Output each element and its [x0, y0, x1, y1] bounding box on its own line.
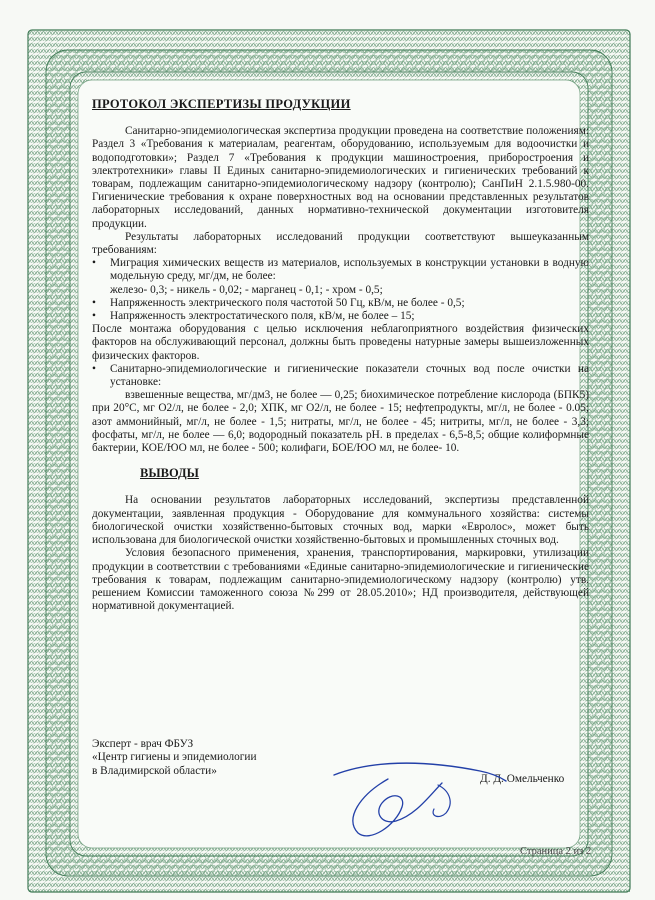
wastewater-indicators: взвешенные вещества, мг/дм3, не более — 0,25; биохимическое потребление кислорода (БПК5) при 20°С, мг О2/л, не более - 2,0; ХПК, мг О2/л, не более - 15; нефтепродукты, мг/л, не более - 0.05; азот аммонийный, мг/л, не более - 1,5; нитраты, мг/л, не более - 45; нитриты, мг/л, не более - 3,3; фосфаты, мг/л, не более — 6,0; водородный показатель рН. в пределах - 6,5-8,5; общие колиформные бактерии, КОЕ/ЮО мл, не более - 500; колифаги, БОЕ/ЮО мл, не более- 10.	[92, 389, 589, 455]
bullet-electrostatic-field	[92, 310, 589, 323]
document-title: ПРОТОКОЛ ЭКСПЕРТИЗЫ ПРОДУКЦИИ	[92, 97, 351, 111]
results-intro: Результаты лабораторных исследований продукции соответствуют вышеуказанным требованиям:	[92, 230, 589, 257]
conclusion-paragraph-2: Условия безопасного применения, хранения, транспортирования, маркировки, утилизации продукции в соответствии с требованиями «Единые санитарно-эпидемиологические и гигиенические требования к товарам, подлежащим санитарно-эпидемиологическому надзору (контролю) утв. решением Комиссии таможенного союза №299 от 28.05.2010»; НД производителя, действующей нормативной документацией.	[92, 547, 589, 613]
expert-affiliation	[92, 738, 312, 778]
bullet-symbol: •	[92, 257, 96, 270]
expert-name: Д. Д. Омельченко	[480, 773, 565, 785]
bullet-electric-field-text: Напряженность электрического поля частотой 50 Гц, кВ/м, не более - 0,5;	[110, 296, 465, 309]
bullet-symbol: •	[92, 310, 96, 323]
conclusions-heading: ВЫВОДЫ	[140, 466, 199, 481]
bullet-migration	[92, 257, 589, 283]
expert-title: Эксперт - врач ФБУЗ	[92, 738, 194, 750]
after-install-paragraph: После монтажа оборудования с целью исключения неблагоприятного воздействия физических факторов на обслуживающий персонал, должны быть проведены натурные замеры вышеизложенных физических факторов.	[92, 323, 589, 362]
expert-center: «Центр гигиены и эпидемиологии	[92, 751, 257, 764]
bullet-symbol: •	[92, 296, 96, 309]
conclusion-paragraph-1: На основании результатов лабораторных исследований, экспертизы представленной документации, заявленная продукция - Оборудование для коммунального хозяйства: системы биологической очистки хозяйственно-бытовых сточных вод, марки «Евролос», может быть использована для биологической очистки хозяйственно-бытовых и промышленных сточных вод.	[92, 494, 589, 547]
document-body	[92, 88, 589, 613]
page-number: Страница 2 из 2	[520, 846, 592, 857]
bullet-electric-field	[92, 297, 589, 310]
bullet-migration-text: Миграция химических веществ из материалов, используемых в конструкции установки в водную модельную среду, мг/дм, не более:	[110, 257, 589, 283]
bullet-wastewater-text: Санитарно-эпидемиологические и гигиенические показатели сточных вод после очистки на установке:	[110, 362, 589, 389]
intro-paragraph: Санитарно-эпидемиологическая экспертиза продукции проведена на соответствие положениям: Раздел 3 «Требования к материалам, реагентам, оборудованию, используемым для водоочистки и водоподготовки»; Раздел 7 «Требования к продукции машиностроения, приборостроения и электротехники» главы II Единых санитарно-эпидемиологических и гигиенических требований к товарам, подлежащим санитарно-эпидемиологическому надзору (контролю); СанПиН 2.1.5.980-00. Гигиенические требования к охране поверхностных вод на основании представленных результатов лабораторных исследований, данных нормативно-технической документации изготовителя продукции.	[92, 125, 589, 230]
handwritten-signature	[330, 755, 510, 845]
bullet-symbol: •	[92, 362, 96, 375]
bullet-wastewater	[92, 363, 589, 389]
expert-region: в Владимирской области»	[92, 764, 217, 777]
metals-limits: железо- 0,3; - никель - 0,02; - марганец - 0,1; - хром - 0,5;	[110, 283, 383, 296]
bullet-electrostatic-field-text: Напряженность электростатического поля, кВ/м, не более – 15;	[110, 310, 415, 323]
